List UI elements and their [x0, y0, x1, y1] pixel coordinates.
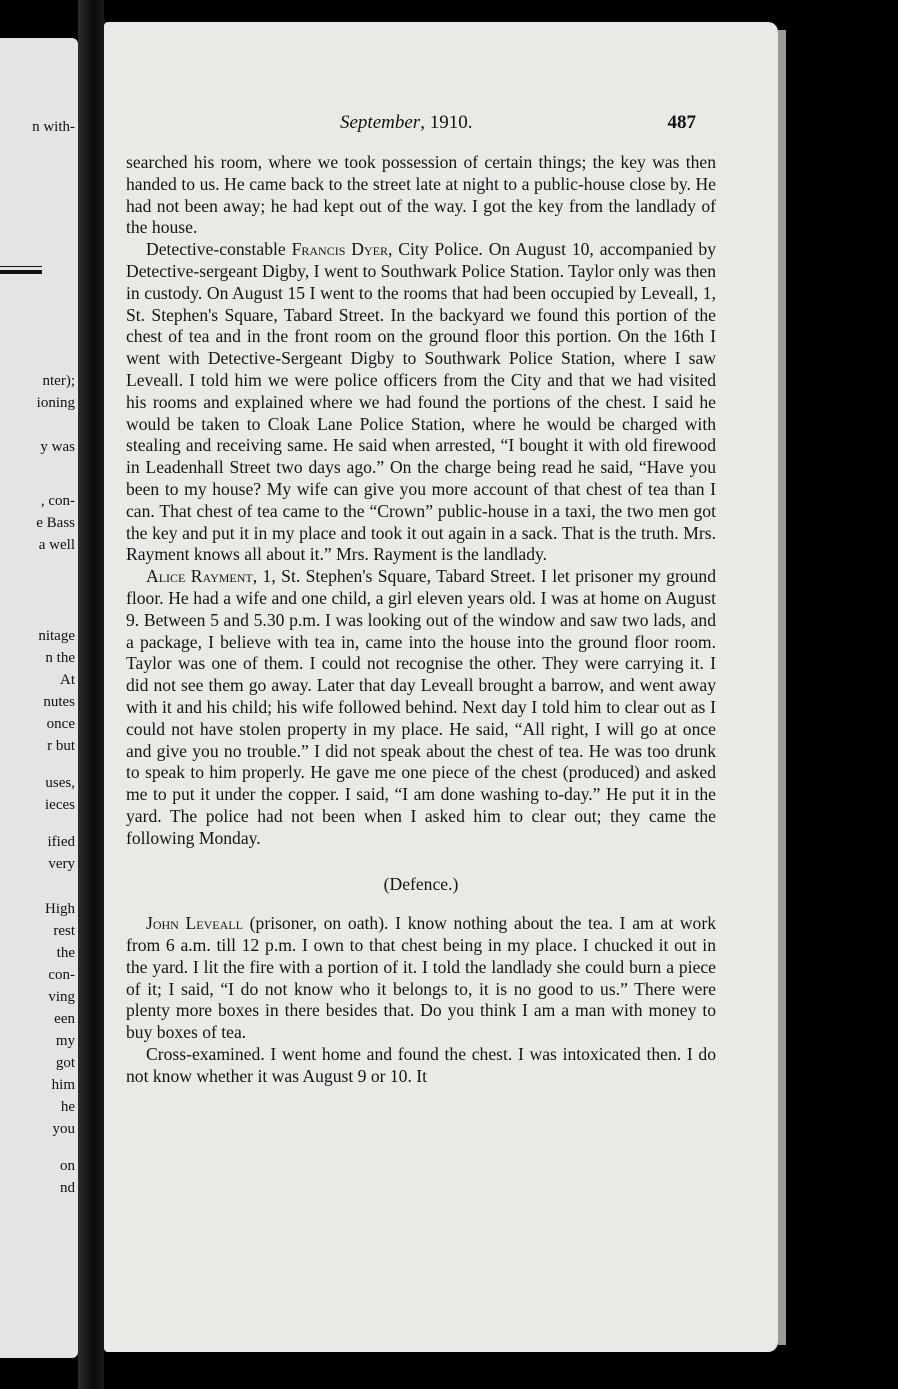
left-page-line: High: [45, 901, 75, 917]
left-facing-page: [0, 38, 78, 1358]
leveall-testimony-text: (prisoner, on oath). I know nothing about the tea. I am at work from 6 a.m. till 12 p.m. I own to that chest being in my place. I chucked it out in the yard. I lit the fire with a portion of it. I told the landlady she could burn a piece of it; I said, “I do not know who it belongs to, it is no good to us.” There were plenty more boxes in there besides that. Do you think I am a man with money to buy boxes of tea.: [126, 913, 716, 1043]
page-number: 487: [667, 112, 696, 133]
left-page-line: e Bass: [36, 515, 75, 531]
left-page-line: got: [55, 1055, 75, 1071]
rayment-testimony-text: , 1, St. Stephen's Square, Tabard Street. I let prisoner my ground floor. He had a wife and one child, a girl eleven years old. I was at home on August 9. Between 5 and 5.30 p.m. I was looking out of the window and saw two lads, and a package, I believe with tea in, came into the house into the ground floor room. Taylor was one of them. I could not recognise the other. They were carrying it. I did not see them go away. Later that day Leveall brought a barrow, and went away with it and his child; his wife followed behind. Next day I told him to clear out as I could not have stolen property in my place. He said, “All right, I will go at once and give you no trouble.” I did not speak about the chest of tea. He was too drunk to speak to him properly. He gave me one piece of the chest (produced) and asked me to put it under the copper. I said, “I am done washing to-day.” He put it in the yard. The police had not been when I asked him to clear out; they came the following Monday.: [126, 566, 716, 848]
paragraph-dyer-testimony: [126, 239, 716, 566]
page-header: [104, 112, 778, 136]
left-page-line: him: [51, 1077, 75, 1093]
right-page: [104, 22, 778, 1352]
left-page-line: he: [60, 1099, 75, 1115]
witness-name-dyer: Francis Dyer: [291, 239, 388, 260]
left-page-line: een: [54, 1011, 75, 1027]
left-page-line: con-: [48, 967, 75, 983]
dyer-prefix: Detective-constable: [146, 239, 292, 260]
left-page-line: nter);: [42, 373, 75, 389]
left-page-line: ioning: [36, 395, 75, 411]
paragraph-rayment-testimony: [126, 566, 716, 849]
left-page-line: you: [52, 1121, 75, 1137]
left-page-line: r but: [47, 738, 75, 754]
left-page-line: on: [60, 1158, 75, 1174]
left-page-rule: [0, 270, 42, 274]
dyer-testimony-text: , City Police. On August 10, accompanied by Detective-sergeant Digby, I went to Southwark Police Station. Taylor only was then in custody. On August 15 I went to the rooms that had been occupied by Leveall, 1, St. Stephen's Square, Tabard Street. In the backyard we found this portion of the chest of tea and in the front room on the ground floor this portion. On the 16th I went with Detective-Sergeant Digby to Southwark Police Station, where I saw Leveall. I told him we were police officers from the City and that we had visited his rooms and explained where we had found the portions of the chest. I said he would be taken to Cloak Lane Police Station, where he would be charged with stealing and receiving same. He said when arrested, “I bought it with old firewood in Leadenhall Street two days ago.” On the charge being read he said, “Have you been to my house? My wife can give you more account of that chest of tea than I can. That chest of tea came to the “Crown” public-house in a taxi, the two men got the key and put it in my place and took it out again in a sack. That is the truth. Mrs. Rayment knows all about it.” Mrs. Rayment is the landlady.: [126, 239, 716, 565]
left-page-line: rest: [53, 923, 75, 939]
page-edge: [778, 30, 786, 1345]
body-text: [126, 152, 716, 1088]
left-page-line: n with-: [32, 119, 75, 135]
paragraph-continued: searched his room, where we took possession of certain things; the key was then handed to us. He came back to the street late at night to a public-house close by. He had not been away; he had kept out of the way. I got the key from the landlady of the house.: [126, 152, 716, 238]
running-head-month: September: [340, 112, 421, 133]
paragraph-leveall-testimony: [126, 913, 716, 1044]
left-page-line: once: [46, 716, 75, 732]
left-page-line: nd: [60, 1180, 75, 1196]
left-page-line: the: [56, 945, 75, 961]
section-heading-defence: (Defence.): [383, 873, 459, 894]
witness-name-rayment: Alice Rayment: [146, 566, 253, 587]
paragraph-cross-examined: Cross-examined. I went home and found the chest. I was intoxicated then. I do not know whether it was August 9 or 10. It: [126, 1044, 716, 1086]
left-page-line: At: [60, 672, 75, 688]
book-gutter: [78, 0, 104, 1389]
left-page-rule-thin: [0, 266, 42, 267]
running-head-year: , 1910.: [420, 112, 473, 133]
left-page-line: ified: [47, 834, 75, 850]
left-page-line: very: [48, 856, 75, 872]
left-page-line: uses,: [45, 775, 75, 791]
left-page-line: nitage: [38, 628, 75, 644]
witness-name-leveall: John Leveall: [146, 913, 243, 934]
left-page-line: nutes: [43, 694, 75, 710]
left-page-line: , con-: [40, 493, 75, 509]
left-page-line: n the: [45, 650, 75, 666]
left-page-line: my: [55, 1033, 75, 1049]
left-page-line: a well: [38, 537, 75, 553]
left-page-line: y was: [40, 439, 75, 455]
left-page-line: ving: [48, 989, 75, 1005]
running-head: [340, 112, 472, 134]
left-page-line: ieces: [45, 797, 75, 813]
